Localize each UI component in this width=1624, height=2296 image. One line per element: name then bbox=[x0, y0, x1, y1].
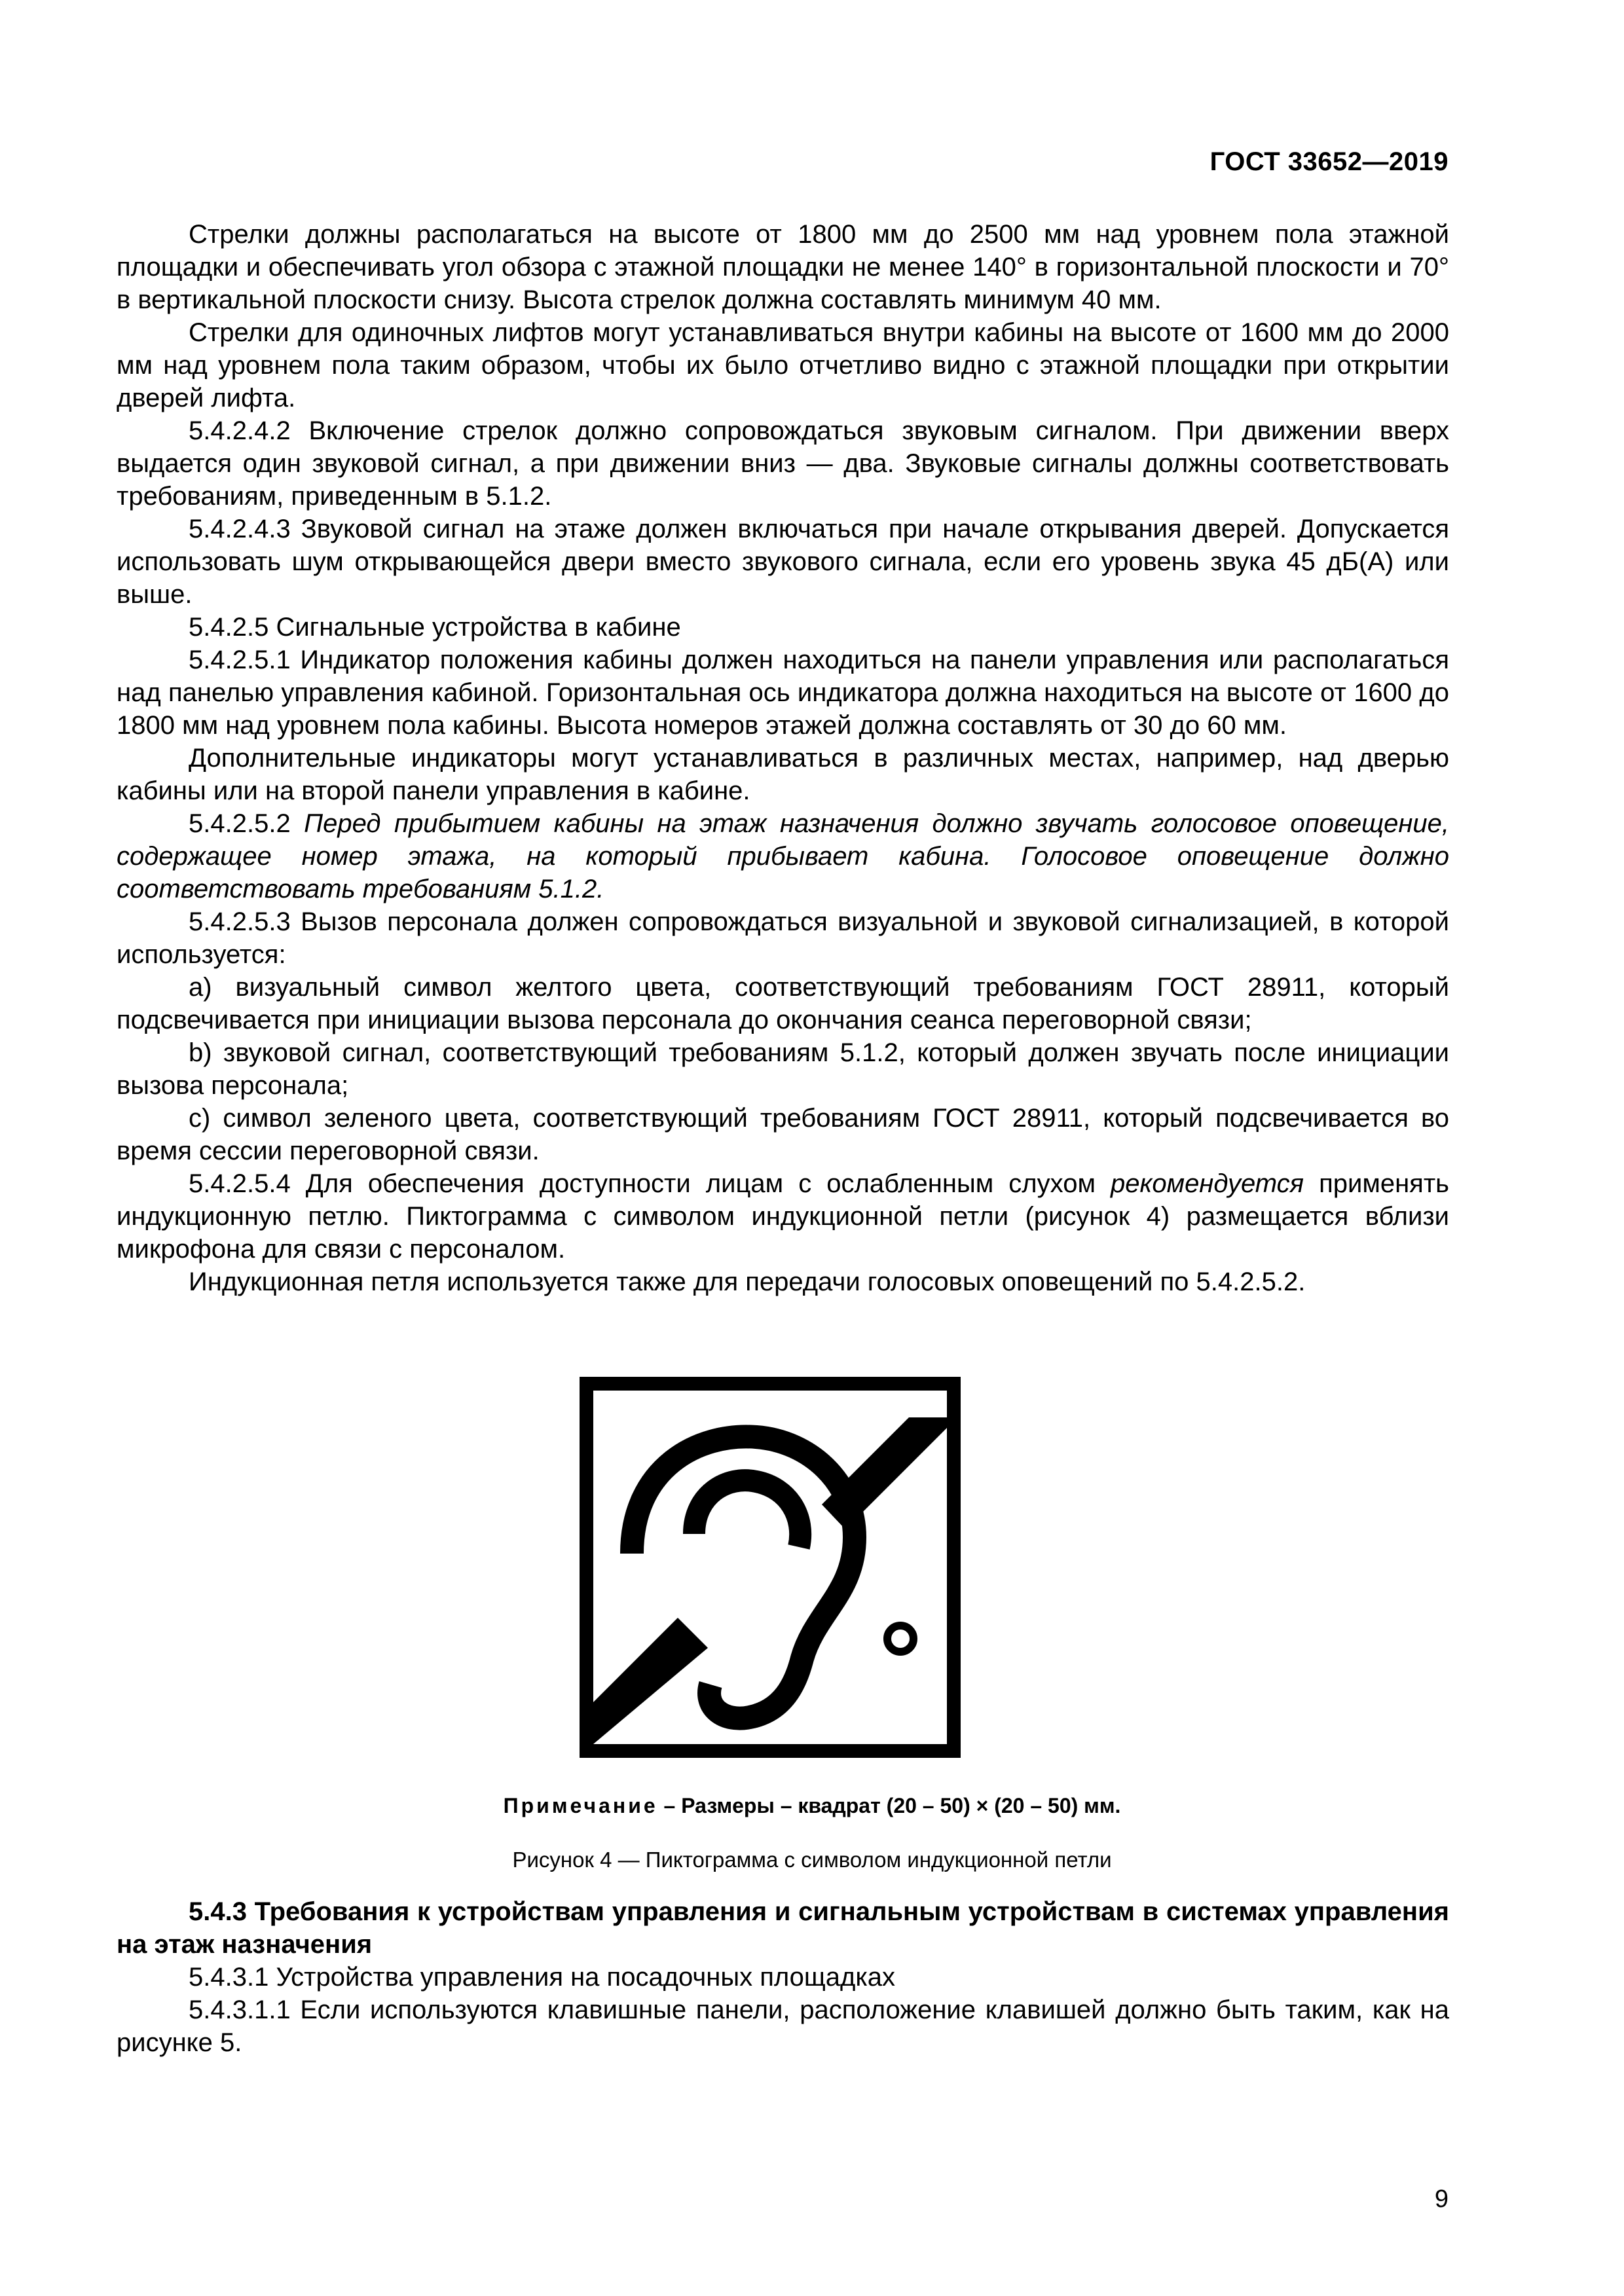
paragraph-5-4-3-1: 5.4.3.1 Устройства управления на посадочных площадках bbox=[189, 1963, 896, 1992]
paragraph-additional-indicators: Дополнительные индикаторы могут устанавливаться в различных местах, например, над дверью кабины или на второй панели управления в кабине. bbox=[117, 744, 1449, 805]
list-item-a: a) визуальный символ желтого цвета, соответствующий требованиям ГОСТ 28911, который подсвечивается при инициации вызова персонала до окончания сеанса переговорной связи; bbox=[117, 973, 1449, 1034]
paragraph-5-4-2-5-1: 5.4.2.5.1 Индикатор положения кабины должен находиться на панели управления или располагаться над панелью управления кабиной. Горизонтальная ось индикатора должна находиться на высоте от 1600 до 1800 мм над уровнем пола кабины. Высота номеров этажей должна составлять от 30 до 60 мм. bbox=[117, 646, 1449, 740]
figure-caption: Рисунок 4 — Пиктограмма с символом индукционной петли bbox=[512, 1848, 1112, 1872]
text-fragment: 5.4.2.5.4 Для обеспечения доступности лицам с ослабленным слухом bbox=[189, 1169, 1111, 1198]
paragraph-number: 5.4.2.5.2 bbox=[189, 809, 304, 838]
body-text bbox=[117, 218, 1449, 1298]
paragraph-induction-loop-usage: Индукционная петля используется также для передачи голосовых оповещений по 5.4.2.5.2. bbox=[189, 1267, 1306, 1296]
paragraph-5-4-2-4-3: 5.4.2.4.3 Звуковой сигнал на этаже должен включаться при начале открывания дверей. Допускается использовать шум открывающейся двери вместо звукового сигнала, если его уровень звука 45 дБ(А) или выше. bbox=[117, 515, 1449, 609]
paragraph-5-4-2-5-2 bbox=[117, 807, 1449, 905]
section-5-4-3 bbox=[117, 1895, 1449, 2059]
paragraph-5-4-3-1-1: 5.4.3.1.1 Если используются клавишные панели, расположение клавишей должно быть таким, как на рисунке 5. bbox=[117, 1995, 1449, 2057]
document-standard-number: ГОСТ 33652—2019 bbox=[1209, 147, 1449, 176]
page-number: 9 bbox=[1434, 2185, 1449, 2213]
induction-loop-ear-icon bbox=[580, 1377, 961, 1758]
list-item-b: b) звуковой сигнал, соответствующий требованиям 5.1.2, который должен звучать после инициации вызова персонала; bbox=[117, 1038, 1449, 1100]
note-label: Примечание bbox=[503, 1794, 658, 1817]
voice-announcement-text: Перед прибытием кабины на этаж назначения должно звучать голосовое оповещение, содержащее номер этажа, на который прибывает кабина. Голосовое оповещение должно соответствовать требованиям 5.1.2. bbox=[117, 809, 1450, 903]
list-item-c: c) символ зеленого цвета, соответствующий требованиям ГОСТ 28911, который подсвечивается во время сессии переговорной связи. bbox=[117, 1104, 1449, 1165]
paragraph-single-lift-arrows: Стрелки для одиночных лифтов могут устанавливаться внутри кабины на высоте от 1600 мм до 2000 мм над уровнем пола таким образом, чтобы их было отчетливо видно с этажной площадки при открытии дверей лифта. bbox=[117, 318, 1449, 412]
paragraph-5-4-2-5: 5.4.2.5 Сигнальные устройства в кабине bbox=[189, 613, 681, 642]
paragraph-5-4-2-5-4 bbox=[117, 1167, 1449, 1266]
note-text: – Размеры – квадрат (20 – 50) × (20 – 50) мм. bbox=[657, 1794, 1121, 1817]
paragraph-arrows-height: Стрелки должны располагаться на высоте от 1800 мм до 2500 мм над уровнем пола этажной площадки и обеспечивать угол обзора с этажной площадки не менее 140° в горизонтальной плоскости и 70° в вертикальной плоскости снизу. Высота стрелок должна составлять минимум 40 мм. bbox=[117, 220, 1449, 314]
section-heading: 5.4.3 Требования к устройствам управления и сигнальным устройствам в системах управления на этаж назначения bbox=[117, 1897, 1449, 1959]
paragraph-5-4-2-4-2: 5.4.2.4.2 Включение стрелок должно сопровождаться звуковым сигналом. При движении вверх выдается один звуковой сигнал, а при движении вниз — два. Звуковые сигналы должны соответствовать требованиям, приведенным в 5.1.2. bbox=[117, 416, 1449, 511]
text-fragment: применять индукционную петлю. Пиктограмма с символом индукционной петли (рисунок 4) размещается вблизи микрофона для связи с персоналом. bbox=[117, 1169, 1449, 1264]
paragraph-5-4-2-5-3: 5.4.2.5.3 Вызов персонала должен сопровождаться визуальной и звуковой сигнализацией, в которой используется: bbox=[117, 907, 1449, 969]
recommended-text: рекомендуется bbox=[1111, 1169, 1304, 1198]
figure-note bbox=[0, 1794, 1624, 1818]
